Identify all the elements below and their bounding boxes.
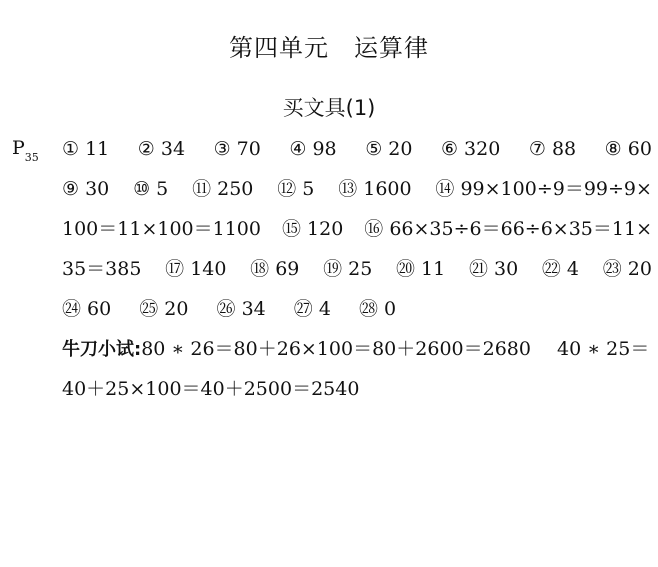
answer-item: ② 34 — [137, 138, 186, 160]
answer-item: ⑧ 60 — [604, 138, 652, 160]
answer-line-1 — [62, 134, 652, 164]
answer-item: ㉓ 20 — [602, 258, 652, 280]
answer-item: ⑲ 25 — [323, 258, 373, 280]
answer-item: ⑨ 30 — [62, 178, 110, 200]
answer-item: ⑭ 99×100÷9＝99÷9× — [435, 178, 652, 200]
answer-item: ⑪ 250 — [192, 178, 254, 200]
challenge-expression: 80 ∗ 26＝80＋26×100＝80＋2600＝2680 — [141, 338, 531, 360]
challenge-expression: 40＋25×100＝40＋2500＝2540 — [62, 378, 360, 400]
answer-line-3 — [62, 214, 652, 244]
answer-item: ㉕ 20 — [139, 298, 189, 320]
answer-item: ⑰ 140 — [165, 258, 227, 280]
page-number: 35 — [24, 151, 39, 164]
answer-item: ⑮ 120 — [281, 218, 344, 240]
answer-item: 35＝385 — [62, 258, 142, 280]
answer-item: ㉑ 30 — [468, 258, 519, 280]
page-letter: P — [12, 137, 25, 159]
answer-item: ① 11 — [62, 138, 110, 160]
answer-item: ㉒ 4 — [541, 258, 579, 280]
answer-item: ④ 98 — [289, 138, 337, 160]
answer-line-5 — [62, 294, 396, 324]
answer-item: ㉔ 60 — [62, 298, 112, 320]
answer-item: ⑥ 320 — [440, 138, 501, 160]
challenge-expression: 40 ∗ 25＝ — [556, 338, 650, 360]
challenge-label: 牛刀小试: — [62, 339, 142, 360]
page-number-label — [12, 137, 39, 164]
lesson-subtitle: 买文具(1) — [282, 96, 376, 120]
answer-item: ㉘ 0 — [358, 298, 397, 320]
answer-item: ㉗ 4 — [293, 298, 331, 320]
answer-item: ⑯ 66×35÷6＝66÷6×35＝11× — [364, 218, 652, 240]
answer-item: ⑤ 20 — [365, 138, 413, 160]
challenge-line-1 — [62, 334, 649, 364]
answer-item: ㉖ 34 — [216, 298, 266, 320]
answer-line-2 — [62, 174, 652, 204]
answer-item: ⑳ 11 — [396, 258, 446, 280]
answer-item: ⑦ 88 — [528, 138, 577, 160]
unit-title: 第四单元 运算律 — [229, 34, 429, 62]
answer-item: ⑬ 1600 — [338, 178, 412, 200]
answer-item: ⑱ 69 — [250, 258, 300, 280]
answer-item: ⑩ 5 — [133, 178, 169, 200]
answer-line-4 — [62, 254, 652, 284]
answer-item: ⑫ 5 — [277, 178, 315, 200]
answer-item: ③ 70 — [213, 138, 261, 160]
answer-item: 100＝11×100＝1100 — [62, 218, 261, 240]
challenge-line-2 — [62, 374, 359, 404]
